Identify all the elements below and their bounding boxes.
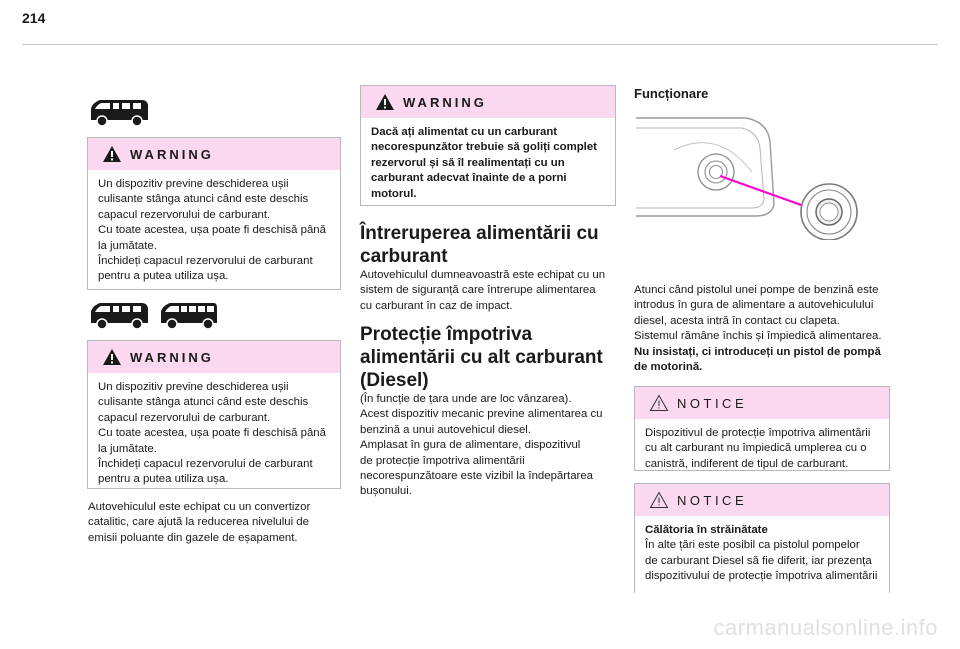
text-line: capacul rezervorului de carburant. xyxy=(98,208,271,221)
text-line: În alte țări este posibil ca pistolul pompelor xyxy=(645,539,860,552)
notice-title: NOTICE xyxy=(677,395,748,411)
section-heading-operation: Funcționare xyxy=(634,86,709,101)
warning-header xyxy=(88,341,340,373)
text-line: Un dispozitiv previne deschiderea ușii xyxy=(98,178,289,190)
fuel-filler-illustration xyxy=(634,112,892,245)
warning-box-3 xyxy=(360,85,616,206)
header-divider xyxy=(22,44,938,45)
text-line: pentru a putea utiliza ușa. xyxy=(98,473,229,486)
text-line: benzină a unui autovehicul diesel. xyxy=(360,423,531,436)
text-line: Sistemul rămâne închis și împiedică alimentarea. xyxy=(634,330,882,343)
heading-line: Protecție împotriva xyxy=(360,324,533,345)
text-line: emisii poluante din gazele de eșapament. xyxy=(88,531,298,544)
text-line: motorul. xyxy=(371,187,417,200)
text-line: diesel, acesta intră în contact cu clapeta. xyxy=(634,314,840,327)
warning-text xyxy=(88,373,340,488)
text-line: de protecție împotriva alimentării xyxy=(360,454,525,467)
text-line: culisante stânga atunci când este deschis xyxy=(98,396,309,409)
notice-triangle-icon xyxy=(649,491,669,509)
text-line: canistră, indiferent de tipul de carburant. xyxy=(645,457,849,470)
notice-text xyxy=(635,419,889,472)
text-line: bușonului. xyxy=(360,485,412,498)
text-line: Un dispozitiv previne deschiderea ușii xyxy=(98,381,289,393)
text-line: Acest dispozitiv mecanic previne alimentarea cu xyxy=(360,408,603,421)
text-line: Atunci când pistolul unei pompe de benzină este xyxy=(634,284,879,296)
text-line: necorespunzător trebuie să goliți complet xyxy=(371,141,597,154)
text-line: rezervorul și să îl realimentați cu un xyxy=(371,156,565,169)
watermark: carmanualsonline.info xyxy=(713,615,938,640)
warning-box-1 xyxy=(87,137,341,290)
heading-line: alimentării cu alt carburant xyxy=(360,347,603,368)
warning-title: WARNING xyxy=(130,146,214,162)
heading-line: carburant xyxy=(360,246,448,267)
text-line: catalitic, care ajută la reducerea nivelului de xyxy=(88,516,309,529)
warning-title: WARNING xyxy=(130,349,214,365)
text-line: Închideți capacul rezervorului de carburant xyxy=(98,255,313,268)
notice-header xyxy=(635,484,889,516)
warning-text xyxy=(88,170,340,285)
misfuel-paragraph xyxy=(360,392,622,500)
text-line: Dispozitivul de protecție împotriva alimentării xyxy=(645,427,871,439)
operation-paragraph xyxy=(634,283,896,375)
notice-subtitle: Călătoria în străinătate xyxy=(645,524,768,536)
text-line: de carburant Diesel să fie diferit, iar prezența xyxy=(645,554,872,567)
warning-title: WARNING xyxy=(403,94,487,110)
warning-box-2 xyxy=(87,340,341,489)
section-heading-misfuel xyxy=(360,323,622,392)
text-line: Autovehiculul este echipat cu un convertizor xyxy=(88,501,311,513)
notice-header xyxy=(635,387,889,419)
section-heading-fuel-cutoff xyxy=(360,222,622,268)
text-line: pentru a putea utiliza ușa. xyxy=(98,270,229,283)
van-short-icon xyxy=(88,300,150,330)
notice-text xyxy=(635,516,889,585)
text-line: Închideți capacul rezervorului de carburant xyxy=(98,458,313,471)
text-line: culisante stânga atunci când este deschis xyxy=(98,193,309,206)
text-line: Cu toate acestea, ușa poate fi deschisă până xyxy=(98,427,326,440)
heading-line: Întreruperea alimentării cu xyxy=(360,223,599,244)
text-line: dispozitivului de protecție împotriva alimentării xyxy=(645,570,878,583)
text-line: carburant adecvat înainte de a porni xyxy=(371,172,567,185)
page-number: 214 xyxy=(22,10,46,26)
text-line: (În funcție de țara unde are loc vânzarea). xyxy=(360,393,572,405)
text-line-bold: de motorină. xyxy=(634,361,703,374)
text-line: Cu toate acestea, ușa poate fi deschisă până xyxy=(98,224,326,237)
warning-header xyxy=(361,86,615,118)
notice-triangle-icon xyxy=(649,394,669,412)
text-line: sistem de siguranță care întrerupe alimentarea xyxy=(360,284,596,297)
text-line: Autovehiculul dumneavoastră este echipat cu un xyxy=(360,269,606,281)
fuel-cutoff-paragraph xyxy=(360,268,622,314)
notice-box-2 xyxy=(634,483,890,593)
text-line: la jumătate. xyxy=(98,239,157,252)
text-line: cu carburant în caz de impact. xyxy=(360,299,513,312)
notice-box-1 xyxy=(634,386,890,471)
text-line-bold: Nu insistați, ci introduceți un pistol de pompă xyxy=(634,345,881,358)
warning-triangle-icon xyxy=(375,93,395,111)
van-long-icon xyxy=(158,300,218,330)
text-line: Amplasat în gura de alimentare, dispozitivul xyxy=(360,439,581,452)
notice-title: NOTICE xyxy=(677,492,748,508)
van-icon xyxy=(88,97,150,127)
text-line: la jumătate. xyxy=(98,442,157,455)
text-line: necorespunzătoare este vizibil la îndepărtarea xyxy=(360,470,594,483)
text-line: capacul rezervorului de carburant. xyxy=(98,411,271,424)
warning-text xyxy=(361,118,615,202)
heading-line: (Diesel) xyxy=(360,370,429,391)
warning-triangle-icon xyxy=(102,348,122,366)
catalytic-paragraph xyxy=(88,500,342,546)
text-line: introdus în gura de alimentare a autovehiculului xyxy=(634,299,874,312)
text-line: cu alt carburant nu împiedică umplerea cu o xyxy=(645,442,867,455)
warning-header xyxy=(88,138,340,170)
warning-triangle-icon xyxy=(102,145,122,163)
text-line: Dacă ați alimentat cu un carburant xyxy=(371,126,558,138)
